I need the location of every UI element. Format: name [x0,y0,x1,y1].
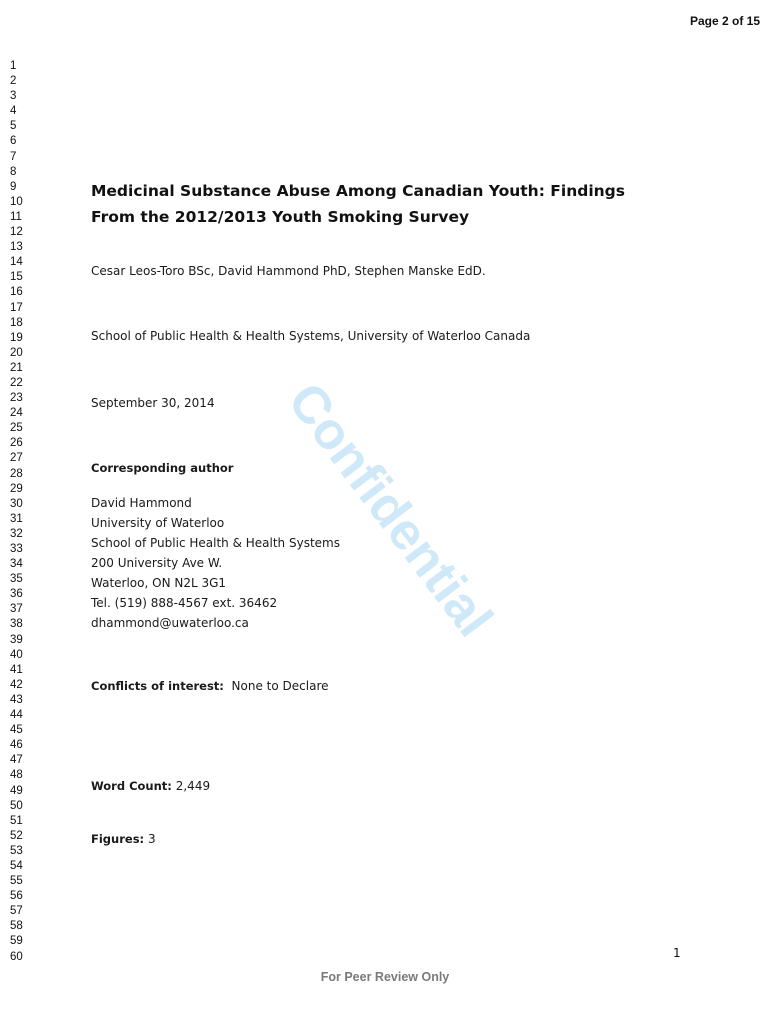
paper-title: Medicinal Substance Abuse Among Canadian Youth: Findings From the 2012/2013 Youth Smoking Survey [91,182,626,226]
line-number: 58 [10,920,23,933]
line-number: 20 [10,346,23,359]
corresponding-address [91,493,340,633]
figures-value: 3 [147,832,156,846]
address-line-school: School of Public Health & Health Systems [91,536,340,550]
affiliation: School of Public Health & Health Systems, University of Waterloo Canada [91,329,531,343]
line-number: 12 [10,226,23,239]
line-number-gutter [10,59,40,965]
line-number: 50 [10,799,23,812]
line-number: 4 [10,105,17,118]
word-count [91,779,210,793]
line-number: 55 [10,875,23,888]
page-indicator: Page 2 of 15 [689,14,760,28]
address-line-city: Waterloo, ON N2L 3G1 [91,576,227,590]
line-number: 39 [10,633,23,646]
line-number: 15 [10,271,23,284]
line-number: 52 [10,829,23,842]
line-number: 1 [10,60,17,72]
line-number: 49 [10,784,23,797]
corresponding-author-heading: Corresponding author [91,461,234,475]
line-number: 41 [10,663,23,676]
line-number: 9 [10,180,17,193]
line-number: 23 [10,392,23,405]
line-number: 26 [10,437,23,450]
address-line-university: University of Waterloo [91,516,225,530]
line-number: 59 [10,935,23,948]
line-number: 32 [10,527,23,540]
line-number: 22 [10,376,23,389]
line-number: 5 [10,120,17,133]
line-number: 33 [10,543,23,555]
line-number: 17 [10,301,23,314]
conflicts-label: Conflicts of interest: [91,679,224,693]
line-number: 28 [10,467,23,480]
line-number: 45 [10,724,23,737]
line-number: 53 [10,844,23,857]
line-number: 29 [10,482,23,495]
confidential-watermark: Confidential [276,372,504,648]
line-number: 25 [10,422,23,435]
line-number: 2 [10,75,17,88]
line-number: 16 [10,286,23,299]
peer-review-footer: For Peer Review Only [320,970,450,984]
line-number: 36 [10,588,23,601]
line-number: 18 [10,316,23,329]
line-number: 7 [10,150,17,163]
line-number: 30 [10,497,23,510]
line-number: 3 [10,90,17,103]
line-number: 57 [10,905,23,918]
word-count-value: 2,449 [175,779,211,793]
figures-label: Figures: [91,832,145,846]
line-number: 13 [10,241,23,254]
line-number: 46 [10,739,23,752]
line-number: 31 [10,512,23,525]
conflicts-of-interest [91,679,329,693]
line-number: 42 [10,678,23,691]
line-number: 47 [10,754,23,767]
line-number: 38 [10,618,23,631]
address-line-phone: Tel. (519) 888-4567 ext. 36462 [91,596,278,610]
page-number: 1 [673,946,681,960]
line-number: 6 [10,135,17,148]
line-number: 11 [10,210,22,223]
word-count-label: Word Count: [91,779,172,793]
author-list: Cesar Leos-Toro BSc, David Hammond PhD, Stephen Manske EdD. [91,264,486,278]
address-line-name: David Hammond [91,496,192,510]
submission-date: September 30, 2014 [91,396,215,410]
line-number: 56 [10,890,23,903]
line-number: 8 [10,165,17,178]
address-line-street: 200 University Ave W. [91,556,223,570]
line-number: 37 [10,603,23,616]
line-number: 14 [10,256,23,269]
line-number: 54 [10,859,23,872]
line-number: 43 [10,693,23,706]
line-number: 27 [10,452,23,465]
line-number: 48 [10,769,23,782]
line-number: 44 [10,709,23,722]
line-number: 35 [10,573,23,586]
line-number: 34 [10,558,23,571]
line-number: 24 [10,407,23,420]
line-number: 40 [10,648,23,661]
line-number: 21 [10,361,23,374]
address-line-email: dhammond@uwaterloo.ca [91,616,249,630]
line-number: 60 [10,950,23,963]
line-number: 51 [10,814,23,827]
conflicts-value: None to Declare [231,679,329,693]
line-number: 10 [10,195,23,208]
line-number: 19 [10,331,23,344]
figures-count [91,832,156,846]
